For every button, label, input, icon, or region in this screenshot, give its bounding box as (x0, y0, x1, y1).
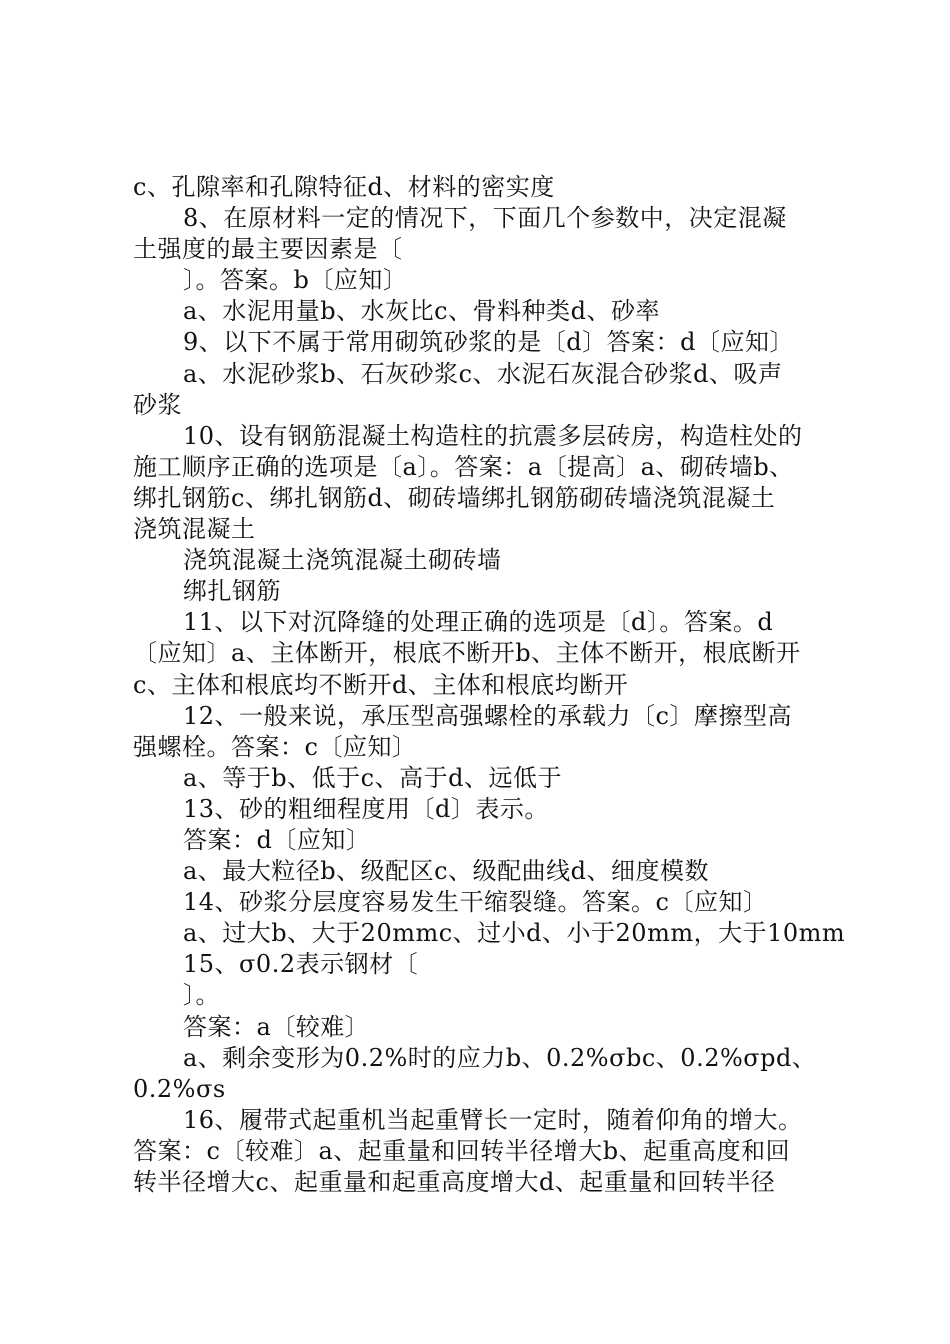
text-line: 答案：d〔应知〕 (183, 825, 371, 854)
text-line: 12、一般来说，承压型高强螺栓的承载力〔c〕摩擦型高 (183, 701, 792, 730)
text-line: 〔应知〕a、主体断开，根底不断开b、主体不断开，根底断开 (133, 639, 801, 668)
text-line: 15、σ0.2表示钢材〔 (183, 950, 419, 979)
text-line: a、水泥用量b、水灰比c、骨料种类d、砂率 (183, 297, 660, 326)
text-line: a、剩余变形为0.2%时的应力b、0.2%σbc、0.2%σpd、 (183, 1043, 817, 1072)
text-line: 0.2%σs (133, 1074, 226, 1103)
text-line: 浇筑混凝土 (133, 515, 256, 544)
text-line: 答案：a〔较难〕 (183, 1012, 370, 1041)
text-line: 〕。 (183, 981, 220, 1010)
text-line: 11、以下对沉降缝的处理正确的选项是〔d〕。答案。d (183, 608, 774, 637)
text-line: 〕。答案。b〔应知〕 (183, 266, 408, 295)
text-line: 强螺栓。答案：c〔应知〕 (133, 732, 417, 761)
text-line: 9、以下不属于常用砌筑砂浆的是〔d〕答案：d〔应知〕 (183, 328, 794, 357)
text-line: 14、砂浆分层度容易发生干缩裂缝。答案。c〔应知〕 (183, 888, 768, 917)
text-line: c、孔隙率和孔隙特征d、材料的密实度 (133, 173, 555, 201)
text-line: a、水泥砂浆b、石灰砂浆c、水泥石灰混合砂浆d、吸声 (183, 359, 783, 388)
text-line: 施工顺序正确的选项是〔a〕。答案：a〔提高〕a、砌砖墙b、 (133, 452, 794, 481)
text-line: 转半径增大c、起重量和起重高度增大d、起重量和回转半径 (133, 1168, 776, 1196)
text-line: c、主体和根底均不断开d、主体和根底均断开 (133, 670, 629, 699)
text-line: 浇筑混凝土浇筑混凝土砌砖墙 (183, 546, 502, 575)
document-body (133, 172, 846, 1198)
text-line: 8、在原材料一定的情况下，下面几个参数中，决定混凝 (183, 204, 787, 233)
text-line: 绑扎钢筋c、绑扎钢筋d、砌砖墙绑扎钢筋砌砖墙浇筑混凝土 (133, 483, 776, 512)
text-line: 13、砂的粗细程度用〔d〕表示。 (183, 794, 549, 823)
text-line: 10、设有钢筋混凝土构造柱的抗震多层砖房，构造柱处的 (183, 421, 803, 450)
text-line: a、等于b、低于c、高于d、远低于 (183, 763, 562, 792)
text-line: a、过大b、大于20mmc、过小d、小于20mm，大于10mm (183, 919, 846, 948)
text-line: 16、履带式起重机当起重臂长一定时，随着仰角的增大。 (183, 1105, 803, 1134)
text-line: 绑扎钢筋 (183, 577, 281, 606)
text-line: 答案：c〔较难〕a、起重量和回转半径增大b、起重高度和回 (133, 1136, 791, 1165)
text-line: 土强度的最主要因素是〔 (133, 235, 403, 264)
text-line: a、最大粒径b、级配区c、级配曲线d、细度模数 (183, 857, 709, 886)
text-line: 砂浆 (133, 390, 182, 419)
